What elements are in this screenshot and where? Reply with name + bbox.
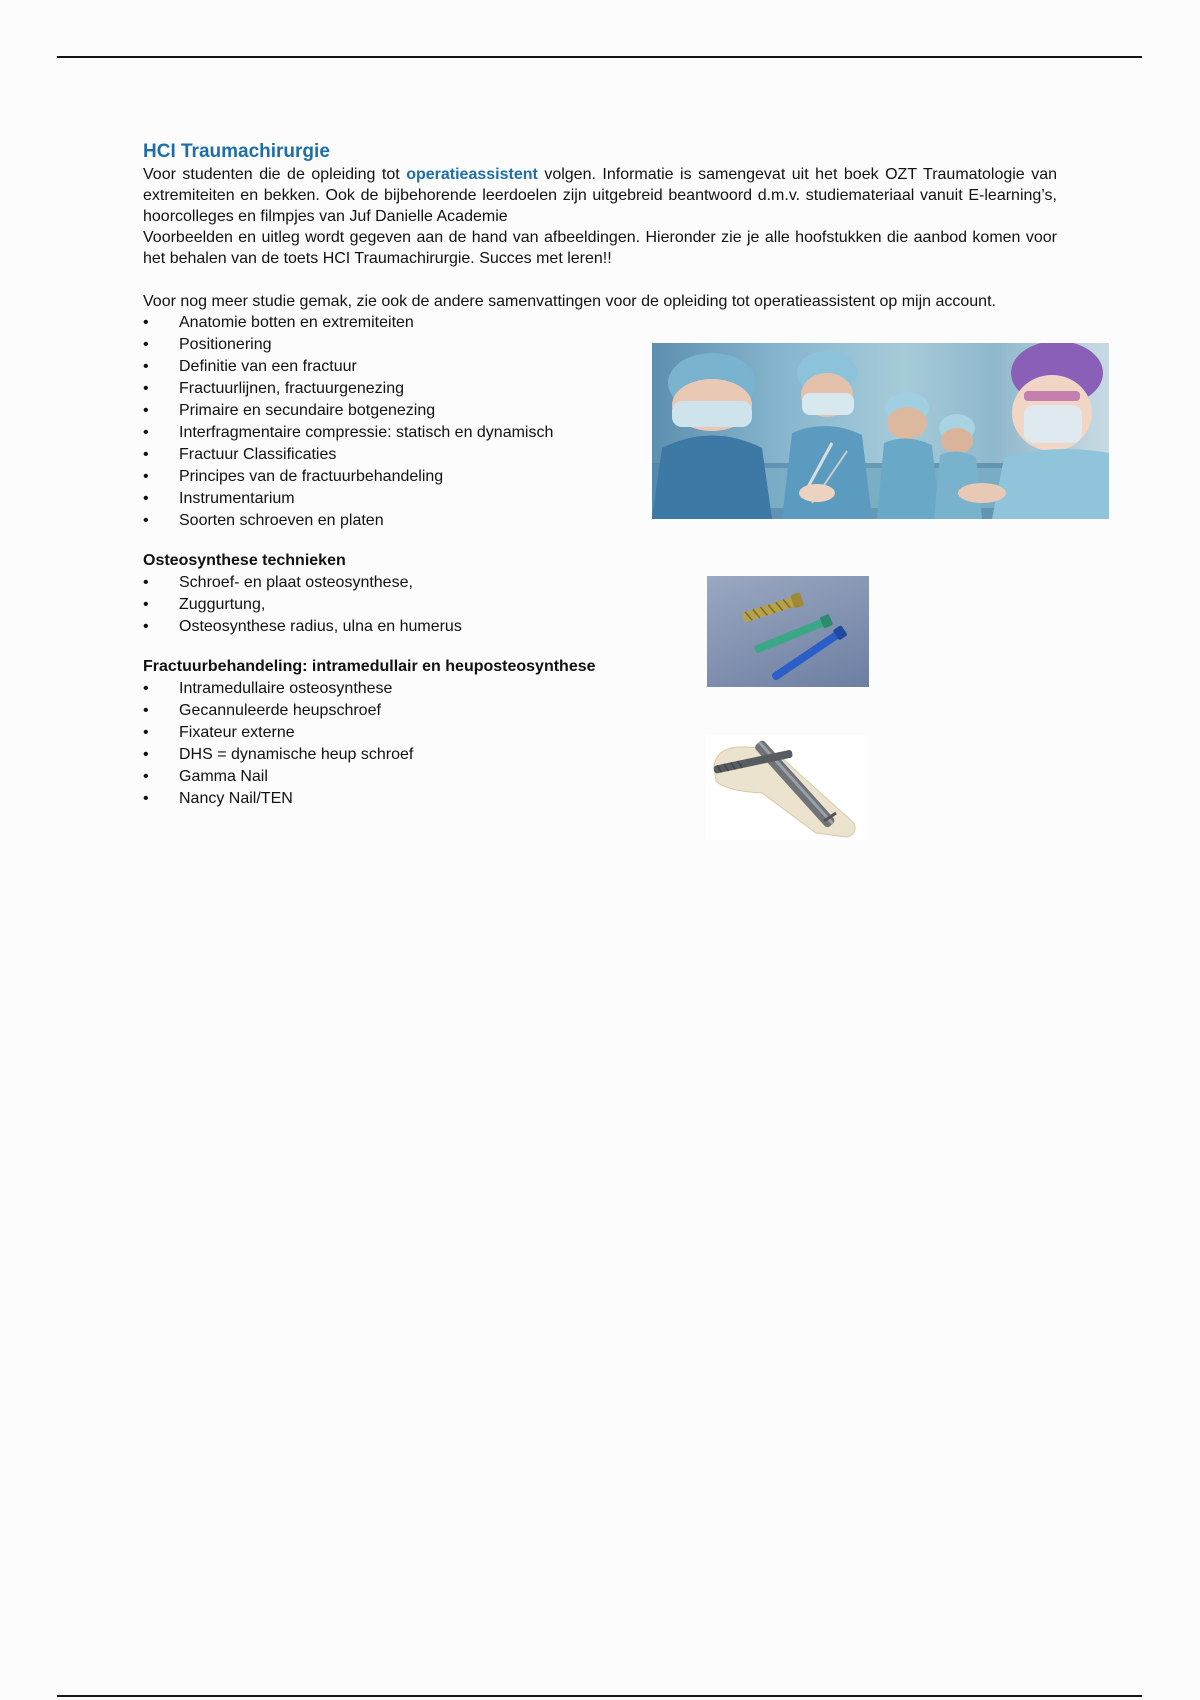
operatieassistent-link[interactable]: operatieassistent	[406, 166, 538, 183]
intro-text-start: Voor studenten die de opleiding tot	[143, 166, 407, 183]
list-item: • Osteosynthese radius, ulna en humerus	[143, 616, 1057, 638]
screws-illustration	[707, 576, 869, 687]
surgery-photo-illustration	[652, 343, 1109, 519]
list-item: • Interfragmentaire compressie: statisch en dynamisch	[143, 422, 1057, 444]
list-item: • Fixateur externe	[143, 722, 1057, 744]
osteosynthese-list	[143, 572, 1057, 638]
document-title: HCI Traumachirurgie	[143, 141, 330, 162]
study-tip-paragraph: Voor nog meer studie gemak, zie ook de andere samenvattingen voor de opleiding tot operatieassistent op mijn account.	[143, 293, 996, 310]
list-item: • Gamma Nail	[143, 766, 1057, 788]
list-item: • DHS = dynamische heup schroef	[143, 744, 1057, 766]
fractuurbehandeling-list	[143, 678, 1057, 810]
list-item: • Primaire en secundaire botgenezing	[143, 400, 1057, 422]
list-item: • Zuggurtung,	[143, 594, 1057, 616]
list-item: • Fractuurlijnen, fractuurgenezing	[143, 378, 1057, 400]
surgery-photo	[652, 343, 1109, 519]
list-item: • Anatomie botten en extremiteiten	[143, 312, 1057, 334]
hip-implant-photo	[706, 735, 866, 840]
intro-text-end: volgen. Informatie is samengevat uit het boek OZT Traumatologie van extremiteiten en bekken. Ook de bijbehorende leerdoelen zijn uitgebreid beantwoord d.m.v. studiemateriaal vanuit E-learning’s, hoorcolleges en filmpjes van Juf Danielle Academie	[143, 166, 1058, 225]
screws-photo	[707, 576, 869, 687]
footer-rule	[57, 1695, 1142, 1697]
list-item: • Schroef- en plaat osteosynthese,	[143, 572, 1057, 594]
list-item: • Fractuur Classificaties	[143, 444, 1057, 466]
section-heading-fractuurbehandeling: Fractuurbehandeling: intramedullair en heuposteosynthese	[143, 658, 596, 675]
list-item: • Intramedullaire osteosynthese	[143, 678, 1057, 700]
intro-paragraph	[143, 164, 1057, 227]
list-item: • Definitie van een fractuur	[143, 356, 1057, 378]
list-item: • Instrumentarium	[143, 488, 1057, 510]
intro-paragraph-2: Voorbeelden en uitleg wordt gegeven aan de hand van afbeeldingen. Hieronder zie je alle hoofstukken die aanbod komen voor het behalen van de toets HCI Traumachirurgie. Succes met leren!!	[143, 229, 1057, 267]
list-item: • Gecannuleerde heupschroef	[143, 700, 1057, 722]
list-item: • Nancy Nail/TEN	[143, 788, 1057, 810]
header-rule	[57, 56, 1142, 58]
hip-implant-illustration	[706, 735, 866, 840]
list-item: • Soorten schroeven en platen	[143, 510, 1057, 532]
list-item: • Principes van de fractuurbehandeling	[143, 466, 1057, 488]
list-item: • Positionering	[143, 334, 1057, 356]
section-heading-osteosynthese: Osteosynthese technieken	[143, 552, 346, 569]
